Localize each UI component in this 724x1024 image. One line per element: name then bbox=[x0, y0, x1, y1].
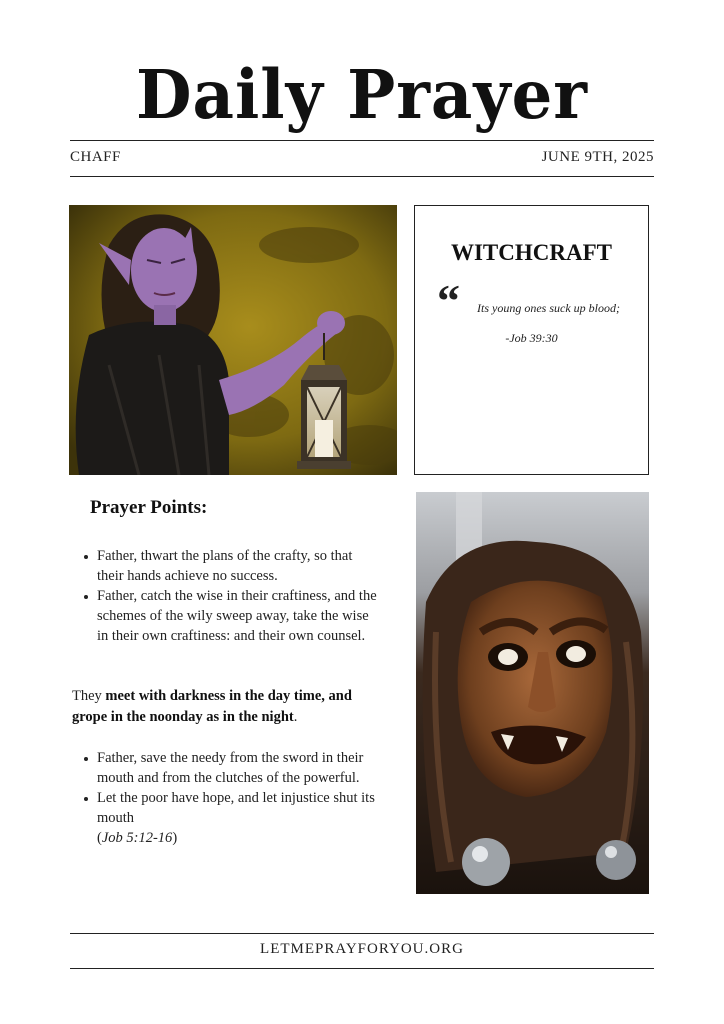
issue-date: JUNE 9TH, 2025 bbox=[541, 149, 654, 165]
witchcraft-quote-box bbox=[414, 205, 649, 475]
prayer-point: Father, catch the wise in their craftiness, and the schemes of the wily sweep away, take the wise in their own craftiness: and their own counsel. bbox=[82, 586, 377, 646]
paragraph-lead: They bbox=[72, 688, 106, 704]
masthead-title: Daily Prayer bbox=[136, 56, 588, 135]
scripture-quote: Its young ones suck up blood; bbox=[477, 301, 620, 315]
prayer-points-heading: Prayer Points: bbox=[90, 497, 208, 518]
paragraph-emphasis: meet with darkness in the day time, and grope in the noonday as in the night bbox=[72, 688, 352, 725]
quote-box-title: WITCHCRAFT bbox=[450, 240, 612, 265]
footer-top-rule bbox=[70, 933, 654, 934]
prayer-points-list-1 bbox=[82, 546, 377, 646]
section-label: CHAFF bbox=[70, 149, 121, 165]
prayer-point: Father, thwart the plans of the crafty, so that their hands achieve no success. bbox=[82, 546, 377, 586]
top-rule bbox=[70, 140, 654, 141]
elf-lantern-photo bbox=[69, 205, 397, 475]
prayer-points-list-2 bbox=[82, 748, 377, 848]
ref-text: Job 5:12-16 bbox=[101, 830, 173, 846]
prayer-point: Father, save the needy from the sword in their mouth and from the clutches of the powerful. bbox=[82, 748, 377, 788]
wooden-mask-photo bbox=[416, 492, 649, 894]
ref-paren-close: ) bbox=[172, 830, 178, 846]
prayer-point bbox=[82, 788, 377, 848]
scripture-paragraph bbox=[72, 686, 372, 728]
header-bottom-rule bbox=[70, 176, 654, 177]
footer-bottom-rule bbox=[70, 968, 654, 969]
ref-paren-open: ( bbox=[97, 830, 102, 846]
paragraph-end: . bbox=[293, 709, 298, 725]
scripture-reference: -Job 39:30 bbox=[505, 331, 558, 345]
bible-reference bbox=[97, 828, 377, 848]
footer-website[interactable]: LETMEPRAYFORYOU.ORG bbox=[260, 941, 464, 957]
quote-mark-icon: “ bbox=[437, 275, 460, 326]
prayer-point-text: Let the poor have hope, and let injustice shut its mouth bbox=[97, 790, 375, 826]
